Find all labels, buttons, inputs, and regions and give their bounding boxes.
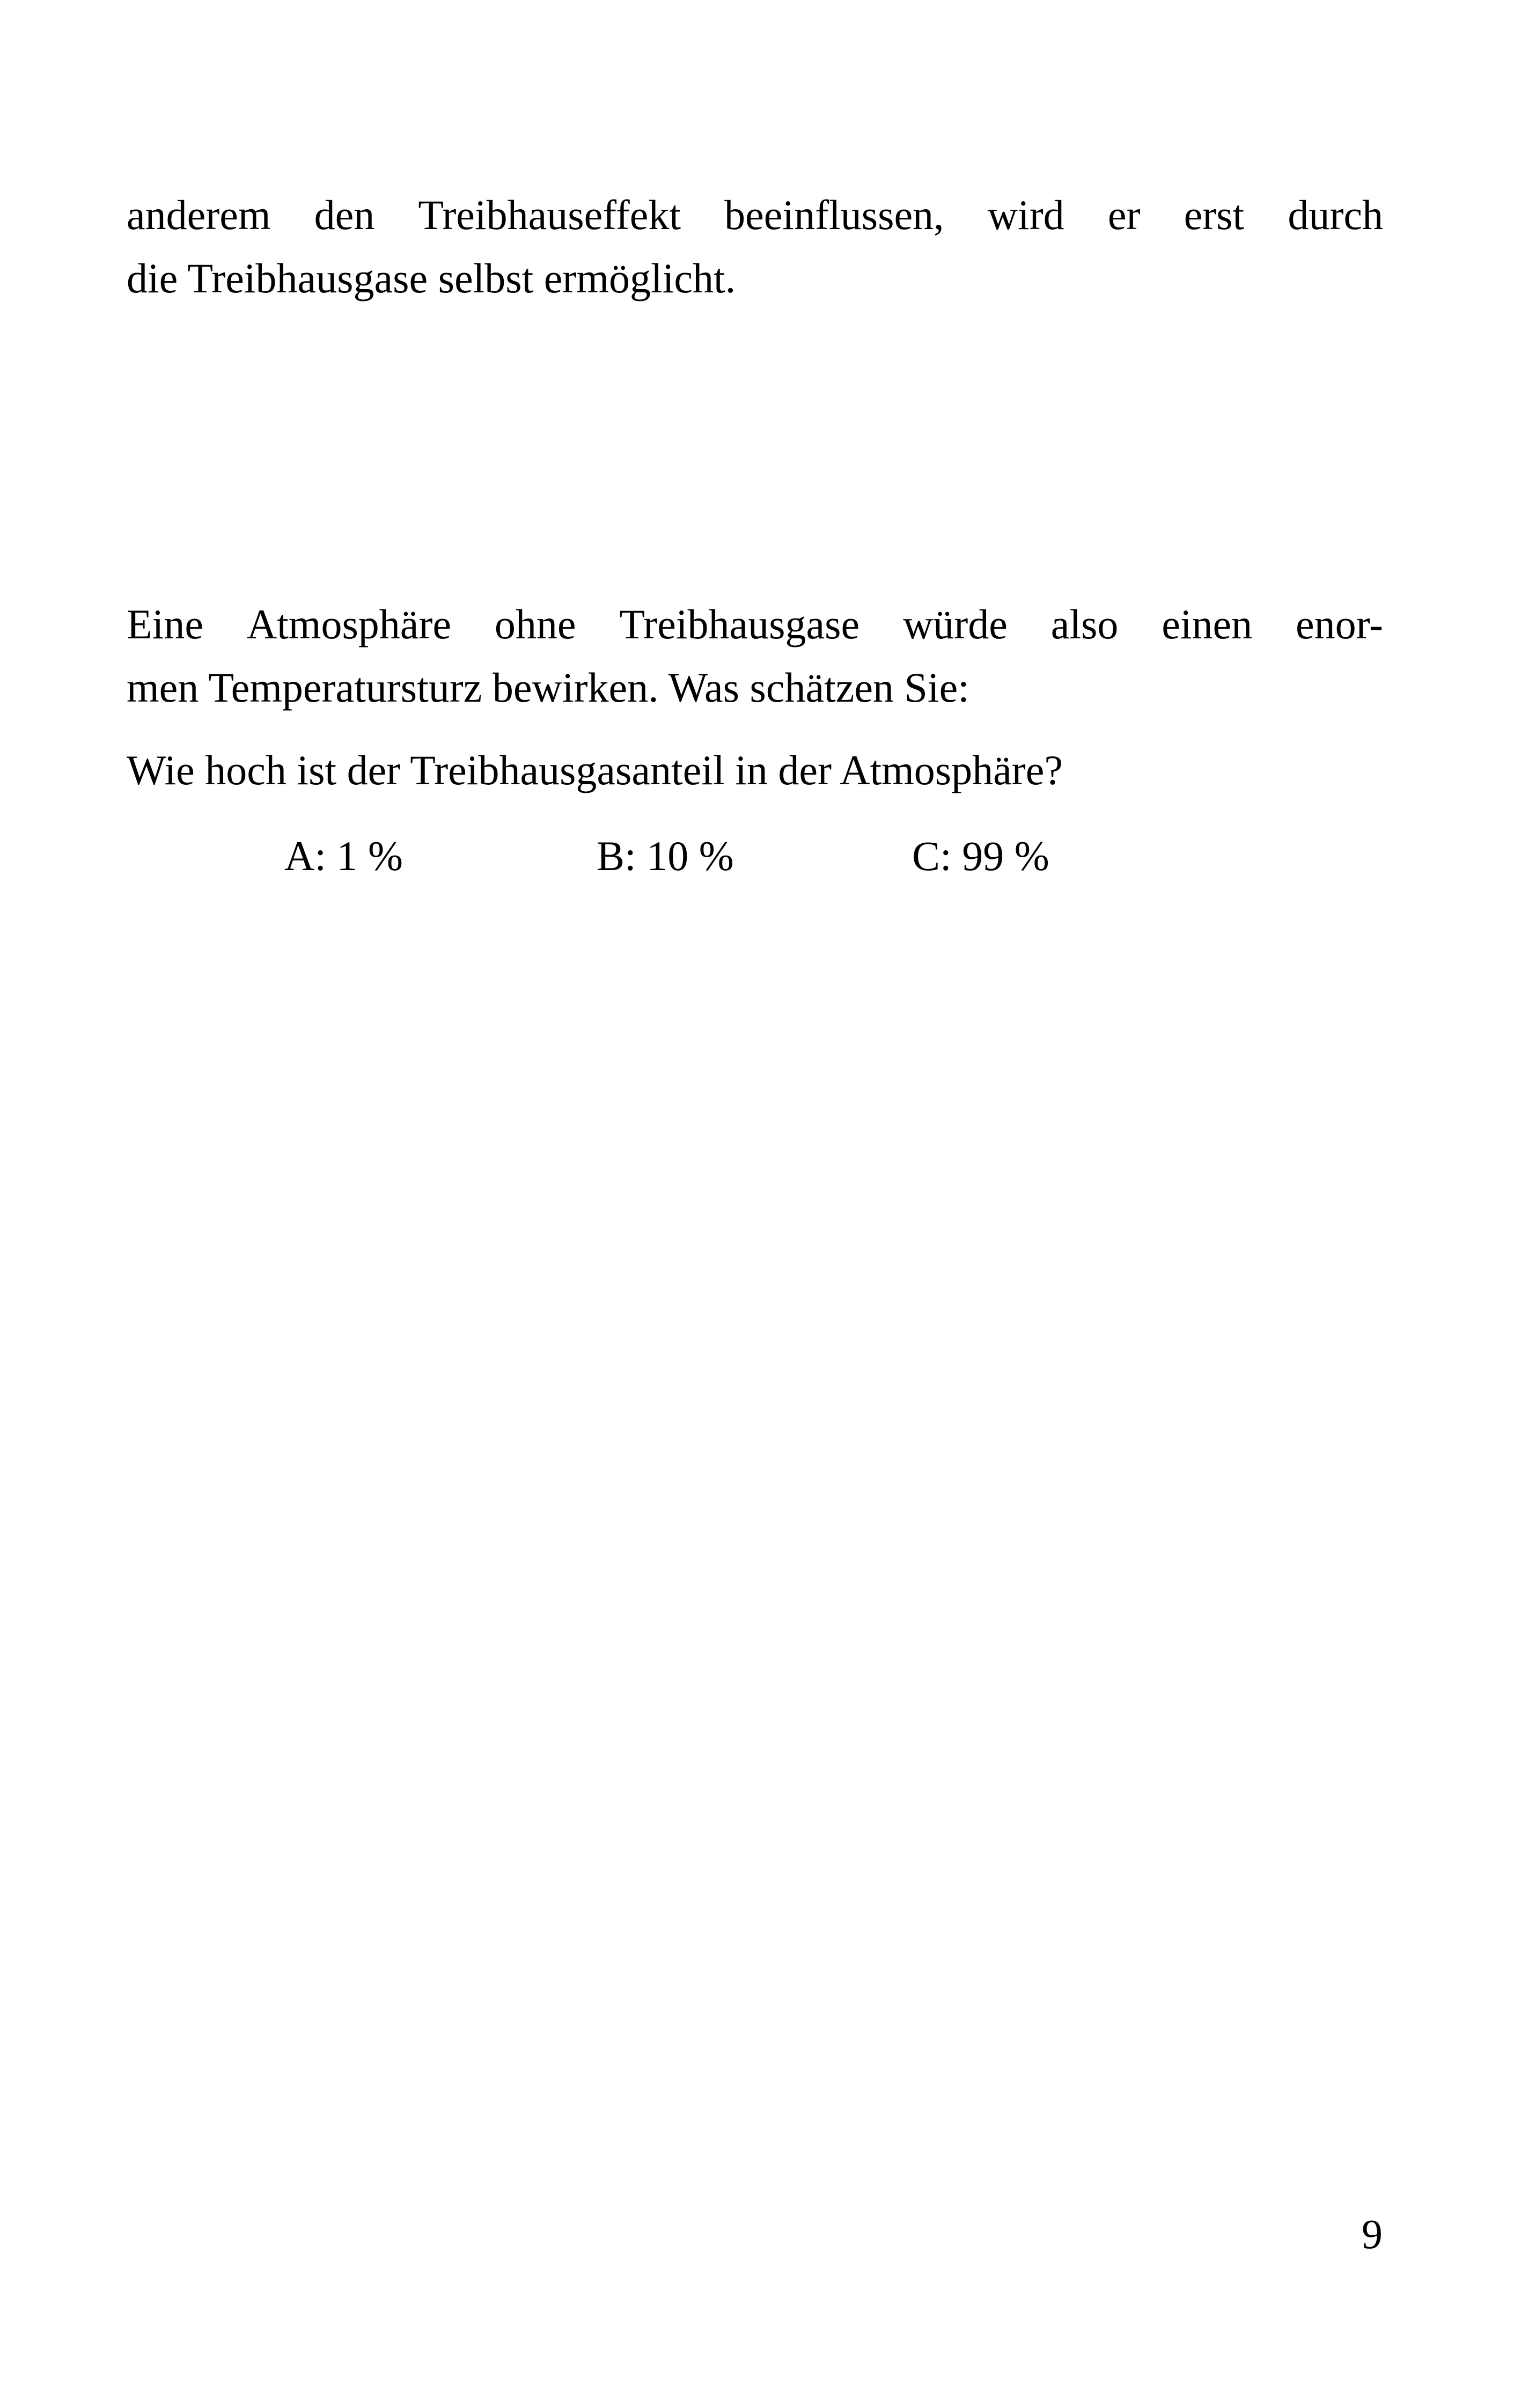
word: Atmosphäre bbox=[246, 601, 452, 647]
word: er bbox=[1107, 192, 1141, 238]
word: Treibhausgase bbox=[619, 601, 860, 647]
paragraph-1-line-2: die Treibhausgase selbst ermöglicht. bbox=[127, 255, 736, 301]
option-a: A: 1 % bbox=[284, 833, 403, 879]
word: wird bbox=[987, 192, 1064, 238]
question-text: Wie hoch ist der Treibhausgasanteil in der Atmosphäre? bbox=[127, 747, 1063, 793]
option-b: B: 10 % bbox=[597, 833, 734, 879]
paragraph-2-line-2: men Temperatursturz bewirken. Was schätzen Sie: bbox=[127, 664, 969, 711]
paragraph-2-line-1 bbox=[127, 603, 1383, 645]
word: einen bbox=[1162, 601, 1253, 647]
word: beeinflussen, bbox=[724, 192, 944, 238]
word: den bbox=[314, 192, 375, 238]
word: anderem bbox=[127, 192, 271, 238]
page-number: 9 bbox=[1362, 2211, 1383, 2257]
paragraph-1-line-1 bbox=[127, 194, 1383, 236]
word: Treibhauseffekt bbox=[418, 192, 681, 238]
word: enor- bbox=[1295, 601, 1383, 647]
option-c: C: 99 % bbox=[912, 833, 1049, 879]
word: Eine bbox=[127, 601, 203, 647]
word: also bbox=[1050, 601, 1119, 647]
word: erst bbox=[1184, 192, 1245, 238]
word: würde bbox=[902, 601, 1008, 647]
word: durch bbox=[1288, 192, 1383, 238]
word: ohne bbox=[494, 601, 576, 647]
